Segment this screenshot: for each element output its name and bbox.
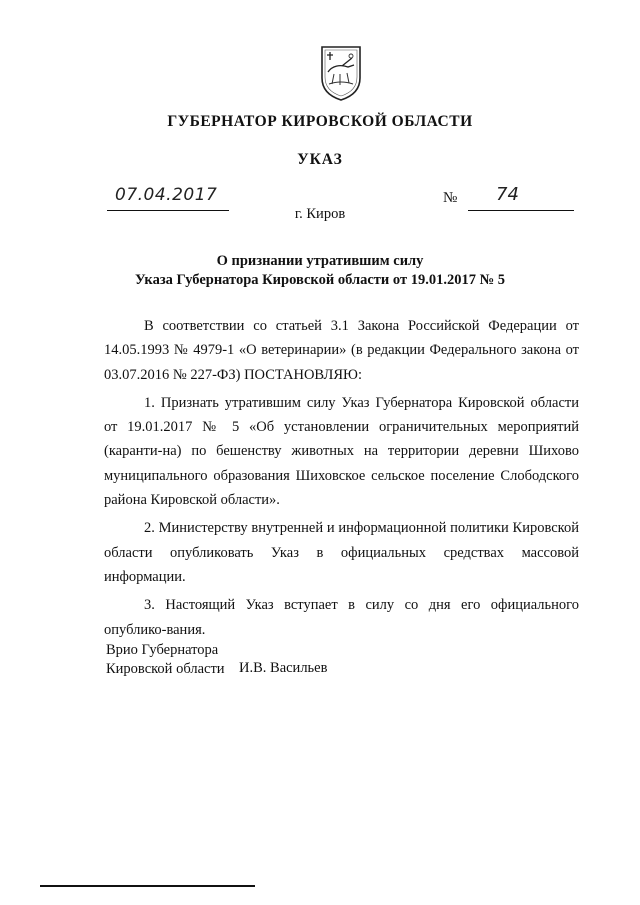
document-body xyxy=(104,314,579,642)
body-paragraph: 3. Настоящий Указ вступает в силу со дня его официального опублико-вания. xyxy=(104,597,579,638)
subject-line: Указа Губернатора Кировской области от 19.01.2017 № 5 xyxy=(134,272,506,288)
signature-block xyxy=(106,641,225,679)
handwritten-date: 07.04.2017 xyxy=(115,185,218,205)
coat-of-arms-icon xyxy=(318,44,364,102)
city: г. Киров xyxy=(294,206,346,222)
document-subject xyxy=(100,252,540,290)
body-paragraph: 2. Министерству внутренней и информационной политики Кировской области опубликовать Указ в официальных средствах массовой информации. xyxy=(104,520,579,585)
subject-line: О признании утратившим силу xyxy=(216,253,424,269)
signatory-name: И.В. Васильев xyxy=(239,660,328,676)
document-type: УКАЗ xyxy=(297,151,343,168)
signatory-position: Кировской области xyxy=(106,661,225,677)
number-sign: № xyxy=(443,190,458,206)
issuer-title: ГУБЕРНАТОР КИРОВСКОЙ ОБЛАСТИ xyxy=(167,113,473,130)
handwritten-number: 74 xyxy=(496,184,519,205)
signatory-position: Врио Губернатора xyxy=(106,642,219,658)
bottom-rule xyxy=(40,885,255,887)
body-paragraph: В соответствии со статьей 3.1 Закона Российской Федерации от 14.05.1993 № 4979-1 «О ветеринарии» (в редакции Федерального закона от 03.07.2016 № 227-ФЗ) ПОСТАНОВЛЯЮ: xyxy=(104,318,579,383)
body-paragraph: 1. Признать утратившим силу Указ Губернатора Кировской области от 19.01.2017 № 5 «Об установлении ограничительных мероприятий (каранти-на) по бешенству животных на территории деревни Шихово муниципального образования Шиховское сельское поселение Слободского района Кировской области». xyxy=(104,394,579,509)
